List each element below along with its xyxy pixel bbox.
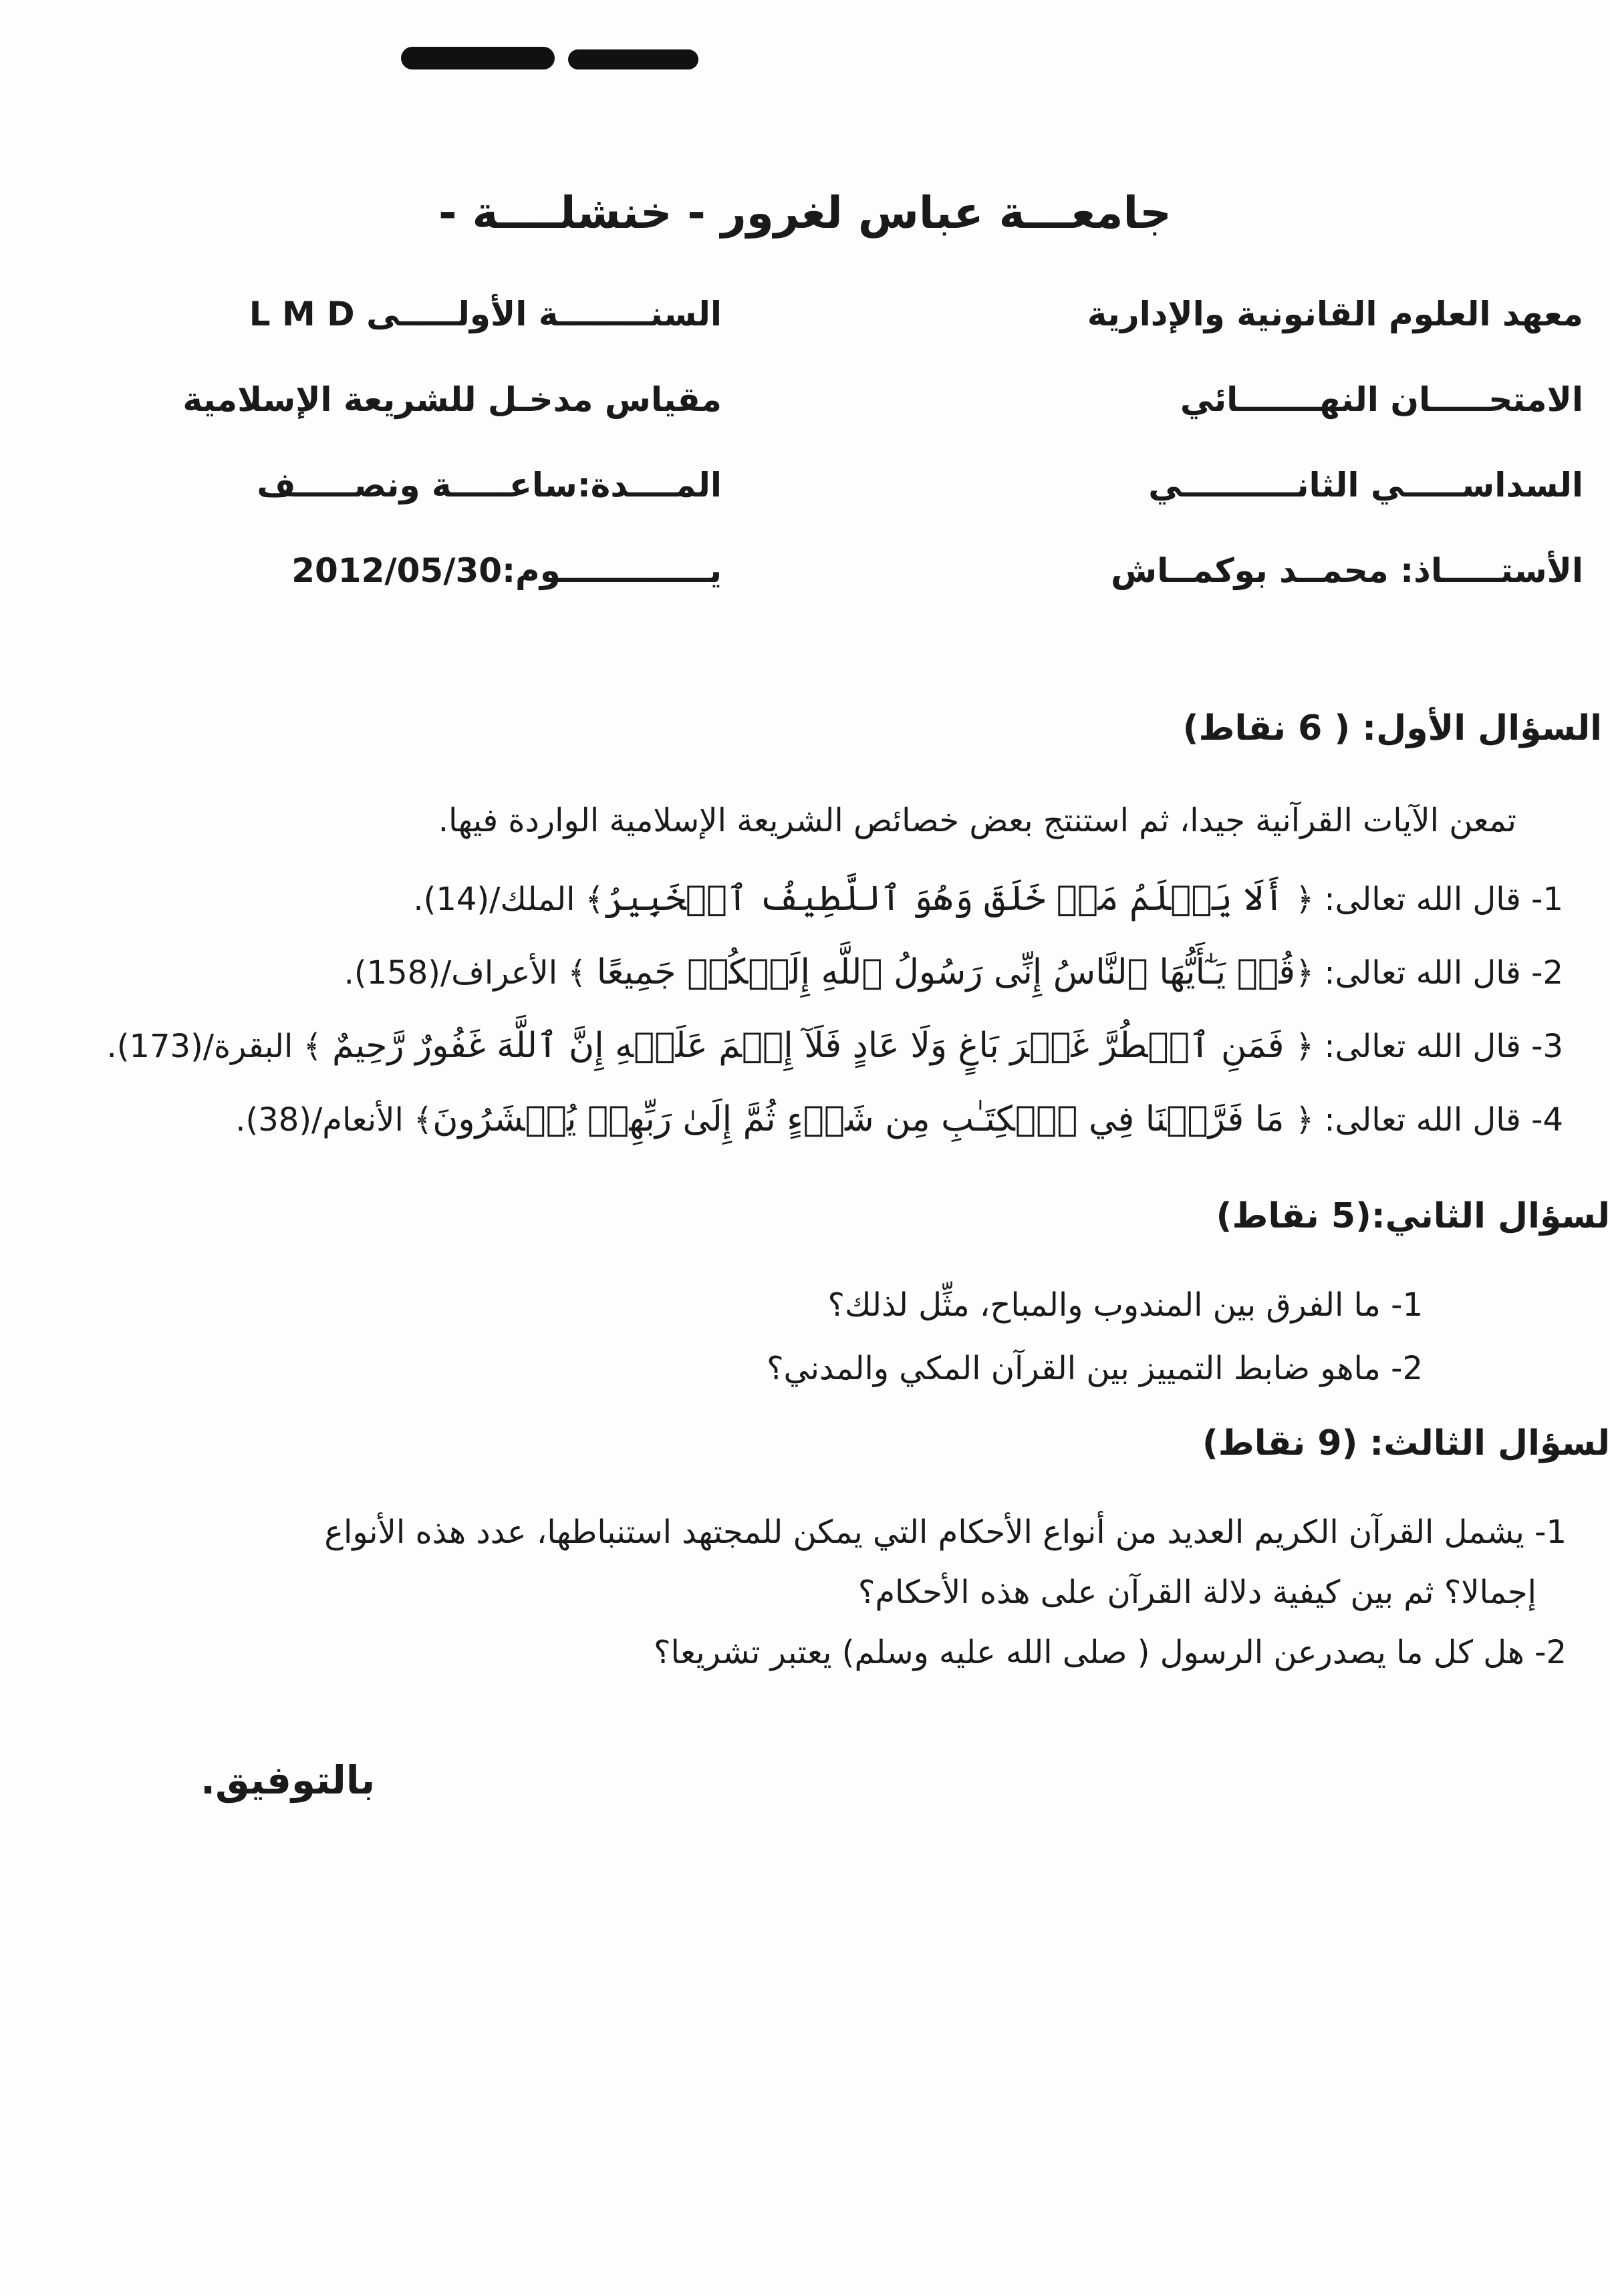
item-prefix: 1- قال الله تعالى: ﴿ — [1295, 881, 1563, 918]
professor-name: الأستـــــاذ: محمــد بوكمــاش — [1111, 551, 1583, 590]
question1-item — [344, 952, 1563, 992]
question3-item: 2- هل كل ما يصدرعن الرسول ( صلى الله عليه وسلم) يعتبر تشريعا؟ — [654, 1634, 1567, 1671]
redaction-mark — [568, 49, 698, 69]
question1-intro: تمعن الآيات القرآنية جيدا، ثم استنتج بعض خصائص الشريعة الإسلامية الواردة فيها. — [438, 802, 1516, 839]
redaction-mark — [401, 47, 555, 69]
study-year: السنــــــــة الأولـــــى L M D — [249, 295, 722, 333]
quran-verse: أَلَا يَعۡلَمُ مَنۡ خَلَقَ وَهُوَ ٱللَّطِيفُ ٱلۡخَبِيرُ — [603, 879, 1295, 919]
item-suffix: ﴾ الأنعام/(38). — [235, 1101, 433, 1139]
closing-text: بالتوفيق. — [200, 1757, 376, 1803]
quran-verse: فَمَنِ ٱضۡطُرَّ غَيۡرَ بَاغٍ وَلَا عَادٍ فَلَآ إِثۡمَ عَلَيۡهِ إِنَّ ٱللَّهَ غَفُورٌ رَّحِيمٌ — [332, 1026, 1295, 1066]
question1-title: السؤال الأول: ( 6 نقاط) — [1182, 708, 1602, 748]
item-suffix: ﴾ البقرة/(173). — [106, 1028, 332, 1065]
question2-item: 2- ماهو ضابط التمييز بين القرآن المكي والمدني؟ — [767, 1350, 1423, 1387]
question1-item — [413, 879, 1563, 919]
university-title: جامعـــة عباس لغرور - خنشلــــة - — [438, 187, 1172, 239]
item-prefix: 2- قال الله تعالى: ﴿ — [1295, 954, 1563, 992]
item-prefix: 3- قال الله تعالى: ﴿ — [1295, 1028, 1563, 1065]
quran-verse: قُلۡ يَـٰٓأَيُّهَا ٱلنَّاسُ إِنِّى رَسُولُ ٱللَّهِ إِلَيۡكُمۡ جَمِيعًا — [596, 952, 1295, 992]
quran-verse: مَا فَرَّطۡنَا فِي ٱلۡكِتَـٰبِ مِن شَيۡءٍ ثُمَّ إِلَىٰ رَبِّهِمۡ يُحۡشَرُونَ — [432, 1099, 1295, 1139]
question3-item: 1- يشمل القرآن الكريم العديد من أنواع الأحكام التي يمكن للمجتهد استنباطها، عدد هذه الأنواع — [324, 1514, 1567, 1551]
question2-title: لسؤال الثاني:(5 نقاط) — [1216, 1196, 1610, 1236]
header-right — [982, 281, 1583, 623]
item-prefix: 4- قال الله تعالى: ﴿ — [1295, 1101, 1563, 1139]
header-left — [182, 281, 722, 623]
module-name: مقياس مدخـل للشريعة الإسلامية — [182, 380, 722, 419]
institute-name: معهد العلوم القانونية والإدارية — [1087, 295, 1583, 333]
exam-date: يـــــــــــــوم:2012/05/30 — [291, 551, 722, 590]
question1-item — [106, 1026, 1563, 1066]
exam-type: الامتحـــــان النهـــــــائي — [1180, 380, 1583, 419]
question3-title: لسؤال الثالث: (9 نقاط) — [1202, 1423, 1610, 1463]
question1-item — [235, 1099, 1563, 1139]
exam-duration: المــــدة:ساعـــــة ونصـــــف — [257, 466, 722, 505]
item-suffix: ﴾ الملك/(14). — [413, 881, 604, 918]
semester: السداســـــي الثانــــــــــي — [1148, 466, 1583, 505]
question2-item: 1- ما الفرق بين المندوب والمباح، مثِّل لذلك؟ — [827, 1286, 1423, 1324]
item-suffix: ﴾ الأعراف/(158). — [344, 954, 597, 992]
question3-item-continuation: إجمالا؟ ثم بين كيفية دلالة القرآن على هذه الأحكام؟ — [857, 1574, 1536, 1611]
